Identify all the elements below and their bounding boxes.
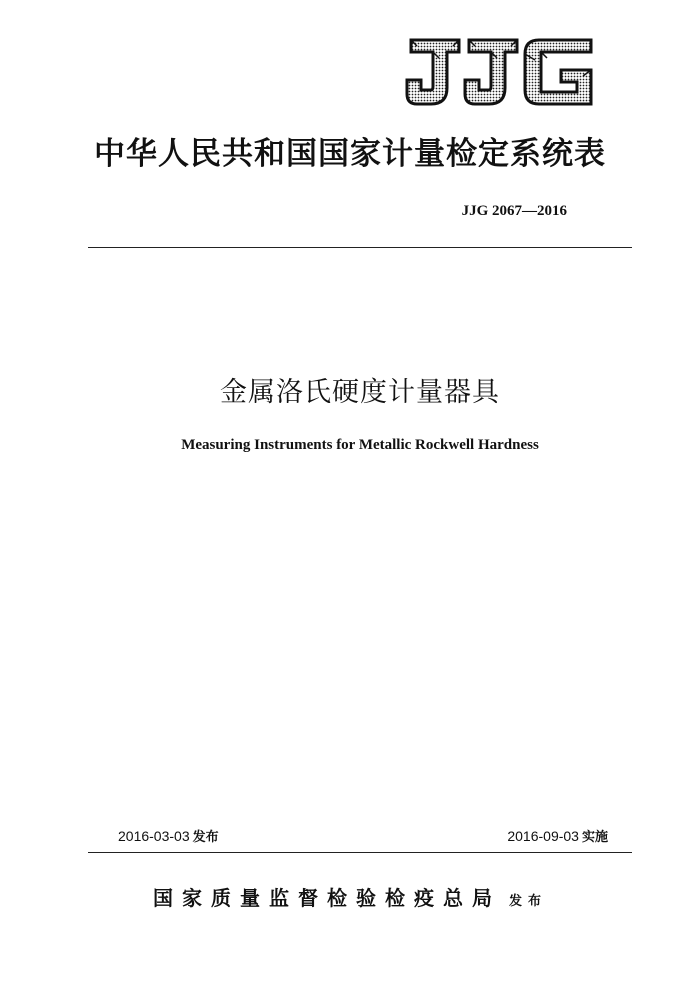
jjg-logo-graphic [405, 36, 595, 108]
implement-label: 实施 [581, 830, 608, 845]
implement-date-block [507, 826, 608, 845]
standard-number: JJG 2067—2016 [461, 203, 567, 219]
issuer-action: 发布 [508, 894, 547, 909]
top-divider [88, 247, 632, 248]
issue-label: 发布 [192, 830, 219, 845]
bottom-divider [88, 852, 632, 853]
issuer-name: 国家质量监督检验检疫总局 [152, 886, 501, 910]
logo-letter-j1 [407, 40, 459, 104]
logo-letter-g [525, 40, 591, 104]
jjg-logo [405, 36, 595, 108]
system-title: 中华人民共和国国家计量检定系统表 [94, 136, 606, 172]
issue-date: 2016-03-03 [118, 828, 190, 844]
issuer-block [0, 882, 700, 911]
implement-date: 2016-09-03 [507, 828, 579, 844]
issue-date-block [118, 826, 219, 845]
document-title-english: Measuring Instruments for Metallic Rockwell Hardness [181, 437, 539, 453]
document-title-chinese: 金属洛氏硬度计量器具 [220, 377, 500, 408]
logo-letter-j2 [465, 40, 517, 104]
